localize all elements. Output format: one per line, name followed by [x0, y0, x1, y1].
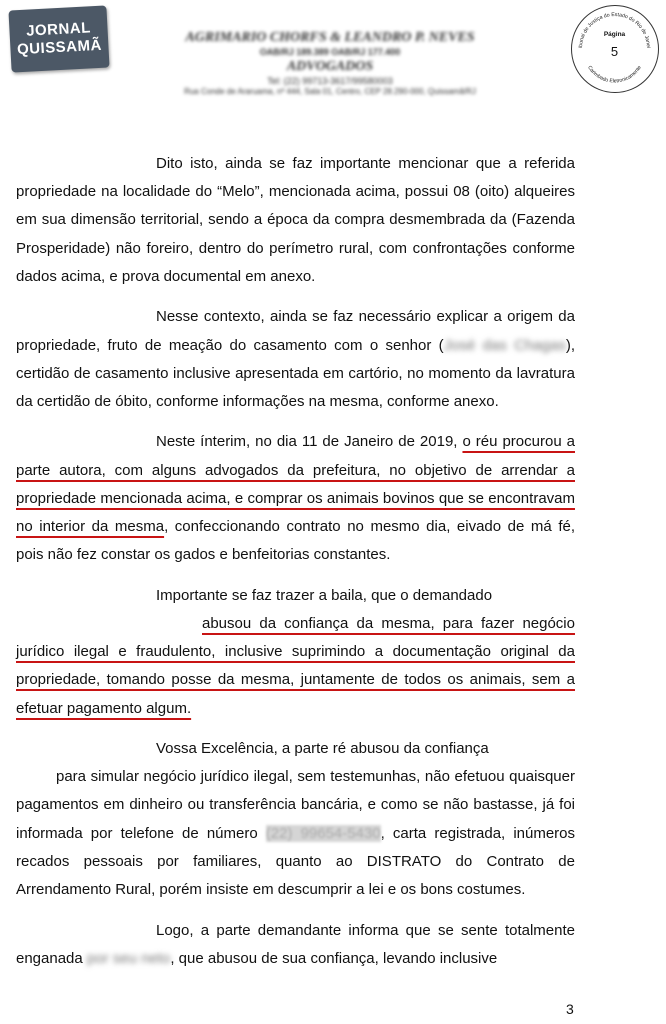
paragraph-6: [16, 917, 575, 973]
paragraph-2-text-a: Nesse contexto, ainda se faz necessário explicar a origem da propriedade, fruto de meação do casamento com o senhor (: [16, 308, 575, 354]
letterhead: [110, 30, 550, 96]
paragraph-5-text-b: para simular negócio jurídico ilegal, sem testemunhas, não efetuou quaisquer pagamentos em dinheiro ou transferência bancária, e como se não bastasse, já foi informada por telefone de número: [16, 768, 575, 842]
jornal-quissama-logo: [8, 5, 109, 72]
letterhead-phone: Tel: (22) 99713-3617/99580003: [267, 76, 393, 86]
letterhead-address: Rua Conde de Araruama, nº 444, Sala 01, Centro, CEP 28.290-000, Quissamã/RJ: [184, 87, 476, 96]
underlined-passage-2: abusou da confiança da mesma, para fazer negócio jurídico ilegal e fraudulento, inclusive suprimindo a documentação original da propriedade, tomando posse da mesma, juntamente de todos os animais, sem a efetuar pagamento algum.: [16, 614, 575, 717]
document-body: [16, 150, 575, 985]
letterhead-oab: OAB/RJ 189.389 OAB/RJ 177.400: [259, 47, 401, 57]
court-seal-stamp: [571, 5, 659, 93]
paragraph-5: [16, 735, 575, 904]
paragraph-6-text-a: Logo, a parte demandante informa que se sente totalmente enganada: [16, 921, 575, 967]
paragraph-5-text-c: , carta registrada, inúmeros recados pessoais por familiares, quanto ao DISTRATO do Contrato de Arrendamento Rural, porém insiste em descumprir a lei e os bons costumes.: [16, 824, 576, 899]
paragraph-4-text-a: Importante se faz trazer a baila, que o demandado: [156, 586, 493, 604]
redacted-phone: (22) 99654-5430: [265, 824, 381, 842]
letterhead-title: ADVOGADOS: [286, 59, 374, 74]
seal-page-number: 5: [610, 44, 619, 59]
paragraph-2: [16, 303, 575, 416]
paragraph-4: [16, 582, 575, 723]
letterhead-name: AGRIMARIO CHORFS & LEANDRO P. NEVES: [185, 30, 475, 45]
logo-line-1: JORNAL: [25, 19, 92, 40]
paragraph-5-text-a: Vossa Excelência, a parte ré abusou da confiança: [156, 740, 489, 758]
redacted-name: José das Chagas: [443, 336, 566, 354]
paragraph-1-text: Dito isto, ainda se faz importante mencionar que a referida propriedade na localidade do “Melo”, mencionada acima, possui 08 (oito) alqueires em sua dimensão territorial, sendo a época da compra desmembrada da (Fazenda Prosperidade) não foreiro, dentro do perímetro rural, com confrontações conforme dados acima, e prova documental em anexo.: [16, 155, 575, 285]
paragraph-3-text-b: , confeccionando contrato no mesmo dia, eivado de má fé, pois não fez constar os gados e benfeitorias constantes.: [16, 518, 575, 564]
paragraph-2-text-b: ), certidão de casamento inclusive apresentada em cartório, no momento da lavratura da certidão de óbito, conforme informações na mesma, conforme anexo.: [16, 336, 575, 410]
seal-page-label: Página: [603, 31, 626, 38]
paragraph-6-text-b: , que abusou de sua confiança, levando inclusive: [170, 949, 498, 967]
redacted-relative: por seu neto: [86, 949, 171, 967]
paragraph-3-text-a: Neste ínterim, no dia 11 de Janeiro de 2019,: [156, 433, 463, 451]
underlined-passage-1: o réu procurou a parte autora, com alguns advogados da prefeitura, no objetivo de arrendar a propriedade mencionada acima, e comprar os animais bovinos que se encontravam no interior da mesma: [16, 433, 575, 536]
page-number: 3: [566, 1001, 574, 1017]
logo-line-2: QUISSAMÃ: [16, 36, 103, 59]
svg-text:Tribunal de Justiça do Estado: [572, 6, 651, 48]
seal-bottom-text: Carimbado Eletronicamente: [586, 64, 643, 85]
paragraph-3: [16, 428, 575, 569]
seal-top-text: ibunal de Justiça do Estado do Rio de Janei: [577, 11, 652, 49]
svg-text:Carimbado Eletronicamente: [586, 65, 643, 85]
paragraph-1: [16, 150, 575, 291]
